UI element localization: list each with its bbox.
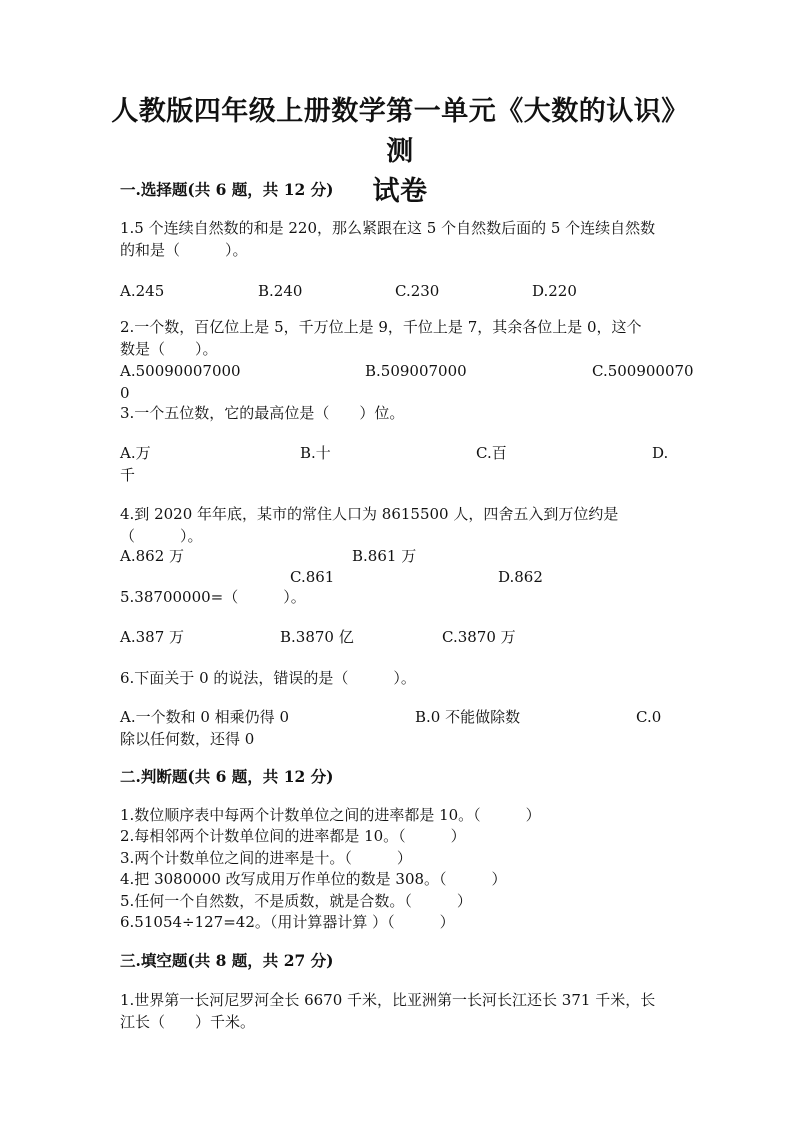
exam-title-line1: 人教版四年级上册数学第一单元《大数的认识》测: [111, 96, 689, 167]
q2-stem-line1: 2.一个数，百亿位上是 5，千万位上是 9，千位上是 7，其余各位上是 0，这个: [120, 318, 642, 336]
q6-stem: 6.下面关于 0 的说法，错误的是（ ）。: [120, 669, 416, 687]
q2-option-c: C.500900070: [592, 362, 694, 380]
q5-option-c: C.3870 万: [442, 628, 516, 646]
exam-title-line2: 试卷: [372, 176, 428, 207]
q5-stem: 5.38700000=（ ）。: [120, 588, 306, 606]
tf-item-6: 6.51054÷127=42。（用计算器计算 ）（ ）: [120, 913, 455, 931]
q5-option-a: A.387 万: [120, 628, 184, 646]
q1-stem-line2: 的和是（ ）。: [120, 241, 248, 259]
q6-option-b: B.0 不能做除数: [415, 708, 521, 726]
fill-q1-stem-line2: 江长（ ）千米。: [120, 1013, 256, 1031]
q2-option-b: B.509007000: [365, 362, 467, 380]
q3-option-b: B.十: [300, 444, 331, 462]
section-header-true-false: 二.判断题(共 6 题，共 12 分): [120, 767, 334, 786]
q2-option-a: A.50090007000: [120, 362, 241, 380]
q6-option-wrap: 除以任何数，还得 0: [120, 730, 255, 748]
q6-option-c: C.0: [636, 708, 662, 726]
q4-option-a: A.862 万: [120, 547, 184, 565]
tf-item-1: 1.数位顺序表中每两个计数单位之间的进率都是 10。（ ）: [120, 806, 541, 824]
q3-option-a: A.万: [120, 444, 151, 462]
q1-option-c: C.230: [395, 282, 440, 300]
section-header-multiple-choice: 一.选择题(共 6 题，共 12 分): [120, 180, 334, 199]
q1-option-d: D.220: [532, 282, 577, 300]
q2-stem-line2: 数是（ ）。: [120, 340, 218, 358]
q4-option-b: B.861 万: [352, 547, 417, 565]
q3-option-wrap: 千: [120, 466, 136, 484]
tf-item-2: 2.每相邻两个计数单位间的进率都是 10。（ ）: [120, 827, 466, 845]
fill-q1-stem-line1: 1.世界第一长河尼罗河全长 6670 千米，比亚洲第一长河长江还长 371 千米，长: [120, 991, 656, 1009]
q1-option-a: A.245: [120, 282, 165, 300]
tf-item-5: 5.任何一个自然数，不是质数，就是合数。（ ）: [120, 892, 472, 910]
q3-stem: 3.一个五位数，它的最高位是（ ）位。: [120, 404, 405, 422]
q4-stem-line2: （ ）。: [120, 527, 203, 545]
q5-option-b: B.3870 亿: [280, 628, 354, 646]
q4-option-d: D.862: [498, 568, 543, 586]
q1-option-b: B.240: [258, 282, 303, 300]
q4-option-c: C.861: [290, 568, 335, 586]
q4-stem-line1: 4.到 2020 年年底，某市的常住人口为 8615500 人，四舍五入到万位约是: [120, 505, 619, 523]
q1-stem-line1: 1.5 个连续自然数的和是 220，那么紧跟在这 5 个自然数后面的 5 个连续自然数: [120, 219, 656, 237]
tf-item-3: 3.两个计数单位之间的进率是十。（ ）: [120, 849, 412, 867]
section-header-fill-blank: 三.填空题(共 8 题，共 27 分): [120, 951, 334, 970]
q3-option-c: C.百: [476, 444, 507, 462]
q2-option-wrap: 0: [120, 384, 130, 402]
tf-item-4: 4.把 3080000 改写成用万作单位的数是 308。（ ）: [120, 870, 507, 888]
q6-option-a: A.一个数和 0 相乘仍得 0: [120, 708, 289, 726]
q3-option-d: D.: [652, 444, 669, 462]
